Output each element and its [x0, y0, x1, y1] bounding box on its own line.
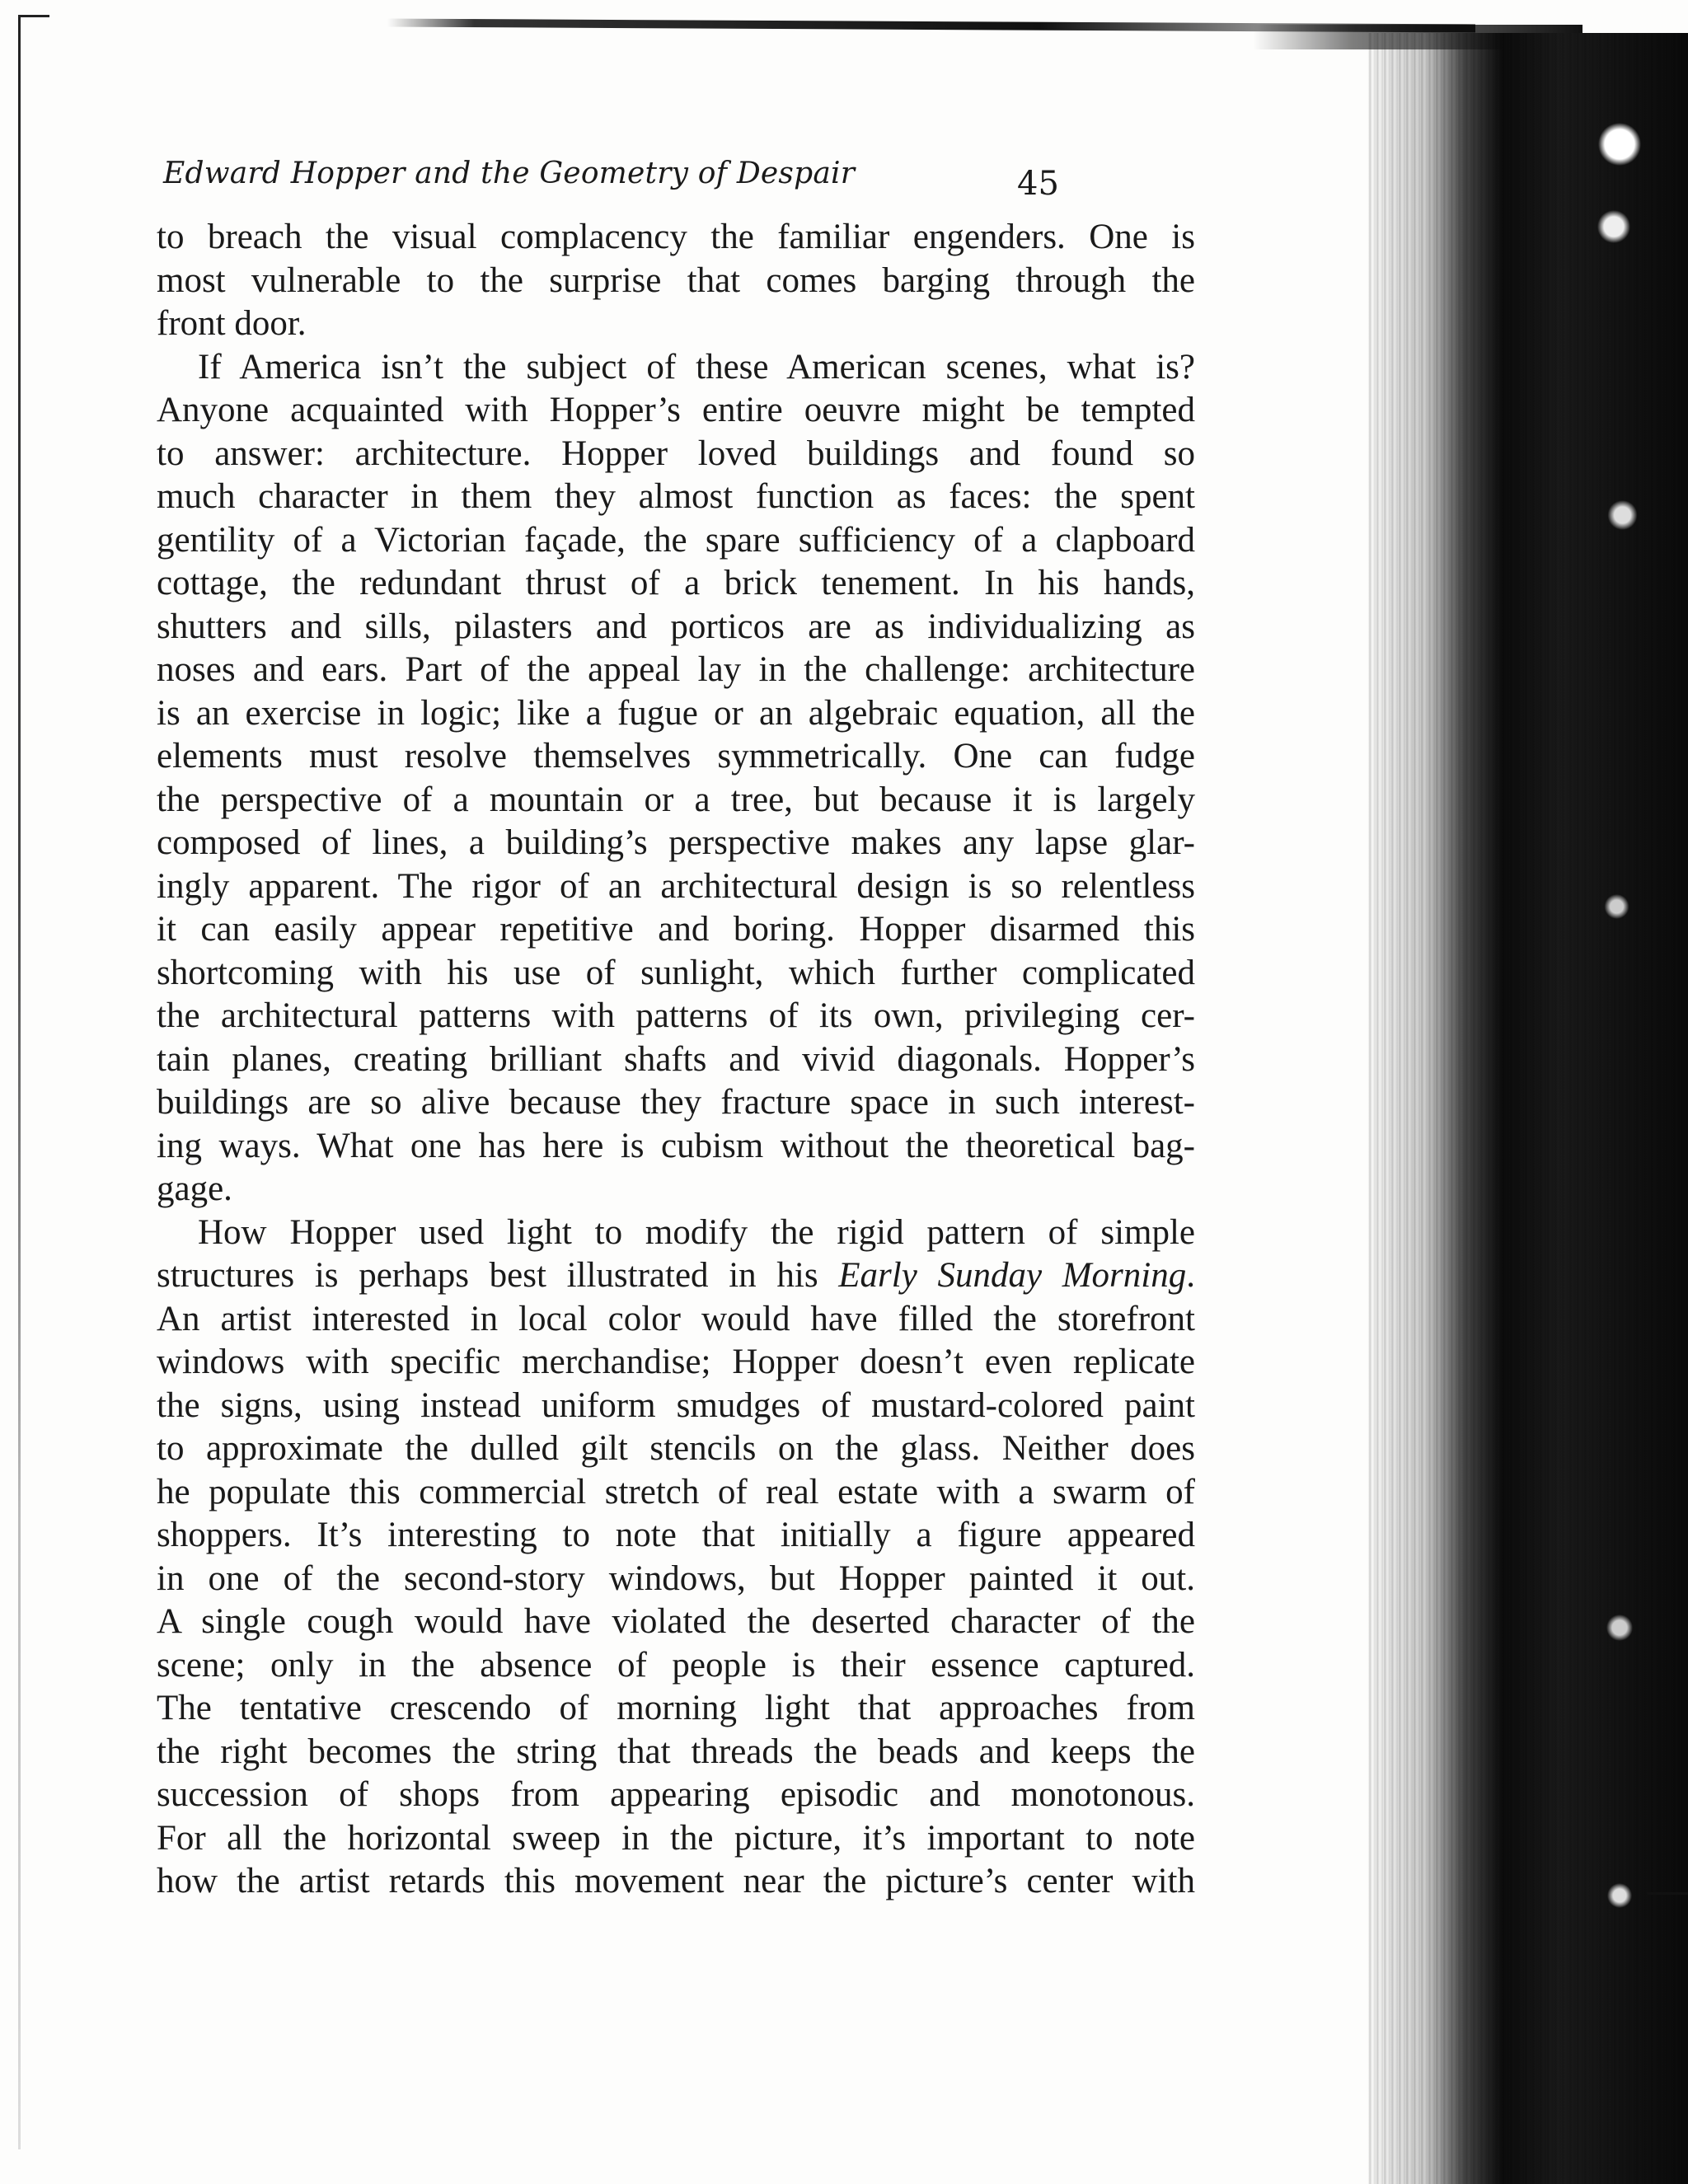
- text-line: ing ways. What one has here is cubism without the theoretical bag-: [157, 1126, 1195, 1165]
- text-line: shoppers. It’s interesting to note that initially a figure appeared: [157, 1516, 1195, 1554]
- text-line: scene; only in the absence of people is their essence captured.: [157, 1645, 1195, 1685]
- text-line: to answer: architecture. Hopper loved buildings and found so: [157, 434, 1195, 473]
- margin-mark: [1647, 1892, 1688, 1895]
- text-line: he populate this commercial stretch of real estate with a swarm of: [157, 1472, 1195, 1511]
- text-line: buildings are so alive because they fracture space in such interest-: [157, 1083, 1195, 1122]
- text-line: the signs, using instead uniform smudges of mustard-colored paint: [157, 1385, 1195, 1425]
- text-line: composed of lines, a building’s perspective makes any lapse glar-: [157, 823, 1195, 862]
- text-line: much character in them they almost function as faces: the spent: [157, 477, 1195, 516]
- text-line: most vulnerable to the surprise that comes barging through the: [157, 260, 1195, 300]
- text-line: gentility of a Victorian façade, the spare sufficiency of a clapboard: [157, 520, 1195, 560]
- text-line: front door.: [157, 304, 307, 343]
- body-text: [157, 216, 1195, 1904]
- text-line: If America isn’t the subject of these American scenes, what is?: [198, 347, 1195, 387]
- scan-edge-mark: [18, 15, 21, 2149]
- text-line: A single cough would have violated the deserted character of the: [157, 1602, 1195, 1641]
- text-line: in one of the second-story windows, but Hopper painted it out.: [157, 1558, 1195, 1598]
- text-line: gage.: [157, 1169, 232, 1208]
- painting-title: Early Sunday Morning: [838, 1256, 1187, 1295]
- text-line: is an exercise in logic; like a fugue or an algebraic equation, all the: [157, 693, 1195, 733]
- text-line: succession of shops from appearing episodic and monotonous.: [157, 1775, 1195, 1814]
- running-head: [163, 157, 1177, 206]
- text-line: it can easily appear repetitive and boring. Hopper disarmed this: [157, 910, 1195, 949]
- running-head-title: Edward Hopper and the Geometry of Despair: [163, 157, 856, 190]
- text-line: noses and ears. Part of the appeal lay in the challenge: architecture: [157, 650, 1195, 689]
- text-line: to breach the visual complacency the familiar engenders. One is: [157, 218, 1195, 256]
- text-line: tain planes, creating brilliant shafts and vivid diagonals. Hopper’s: [157, 1039, 1195, 1079]
- text-line: the architectural patterns with patterns of its own, privileging cer-: [157, 996, 1195, 1035]
- text-line: to approximate the dulled gilt stencils on the glass. Neither does: [157, 1429, 1195, 1468]
- text-line: Anyone acquainted with Hopper’s entire oeuvre might be tempted: [157, 391, 1195, 429]
- text-line: shutters and sills, pilasters and porticos are as individualizing as: [157, 607, 1195, 646]
- text-line: For all the horizontal sweep in the picture, it’s important to note: [157, 1818, 1195, 1858]
- text-line: how the artist retards this movement near the picture’s center with: [157, 1862, 1195, 1900]
- binding-highlights: [1591, 82, 1648, 2143]
- text-line: An artist interested in local color would have filled the storefront: [157, 1299, 1195, 1338]
- text-line: elements must resolve themselves symmetrically. One can fudge: [157, 737, 1195, 776]
- text-line: cottage, the redundant thrust of a brick tenement. In his hands,: [157, 564, 1195, 602]
- page-number: 45: [1017, 165, 1059, 203]
- text-line: windows with specific merchandise; Hopper doesn’t even replicate: [157, 1343, 1195, 1381]
- text-line: ingly apparent. The rigor of an architectural design is so relentless: [157, 866, 1195, 906]
- text-line: the perspective of a mountain or a tree, but because it is largely: [157, 780, 1195, 819]
- text-line: The tentative crescendo of morning light that approaches from: [157, 1689, 1195, 1727]
- text-line: structures is perhaps best illustrated in his Early Sunday Morning.: [157, 1256, 1195, 1295]
- text-line: shortcoming with his use of sunlight, which further complicated: [157, 953, 1195, 992]
- scan-edge-mark-top: [18, 15, 49, 17]
- text-line: How Hopper used light to modify the rigid pattern of simple: [198, 1212, 1195, 1252]
- text-line: the right becomes the string that threads the beads and keeps the: [157, 1732, 1195, 1771]
